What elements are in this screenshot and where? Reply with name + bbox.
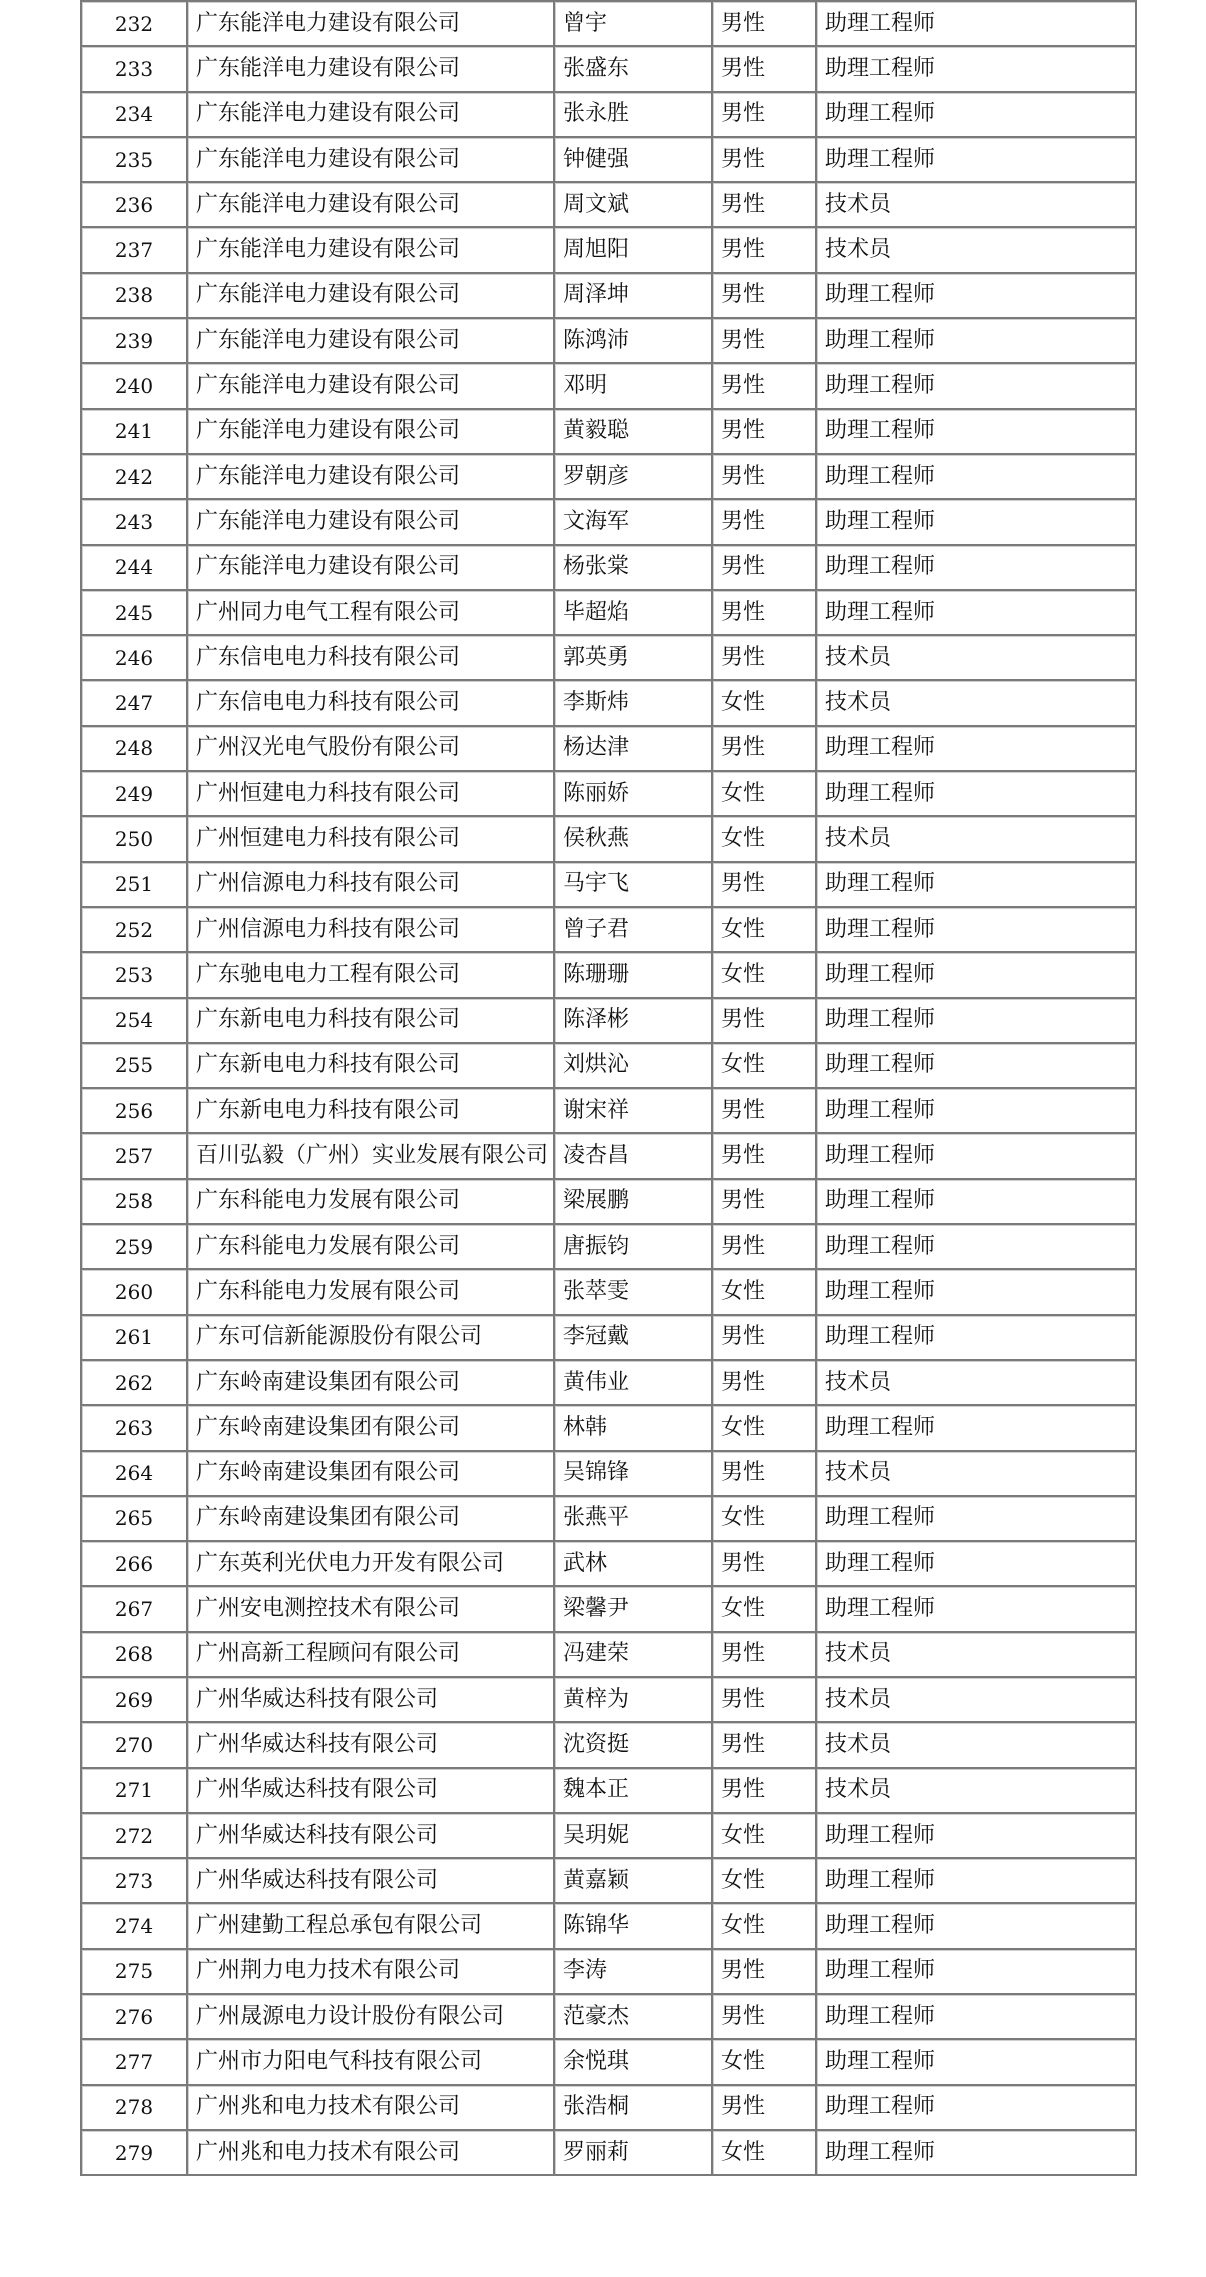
person-name-cell: 罗朝彦 bbox=[555, 453, 713, 498]
gender-cell: 男性 bbox=[713, 1948, 817, 1993]
gender-cell: 男性 bbox=[713, 1993, 817, 2038]
gender-cell: 男性 bbox=[713, 1540, 817, 1585]
table-row bbox=[82, 1902, 1135, 1947]
row-number-cell: 253 bbox=[82, 951, 188, 996]
company-cell: 广州恒建电力科技有限公司 bbox=[188, 815, 555, 860]
table-row bbox=[82, 1042, 1135, 1087]
row-number-cell: 261 bbox=[82, 1314, 188, 1359]
person-name-cell: 梁馨尹 bbox=[555, 1585, 713, 1630]
company-cell: 广州华威达科技有限公司 bbox=[188, 1812, 555, 1857]
gender-cell: 女性 bbox=[713, 951, 817, 996]
job-title-cell: 助理工程师 bbox=[817, 408, 1135, 453]
table-row bbox=[82, 1132, 1135, 1177]
table-row bbox=[82, 1767, 1135, 1812]
person-name-cell: 黄伟业 bbox=[555, 1359, 713, 1404]
company-cell: 广州高新工程顾问有限公司 bbox=[188, 1631, 555, 1676]
job-title-cell: 助理工程师 bbox=[817, 453, 1135, 498]
table-row bbox=[82, 589, 1135, 634]
company-cell: 广州华威达科技有限公司 bbox=[188, 1721, 555, 1766]
gender-cell: 男性 bbox=[713, 408, 817, 453]
gender-cell: 男性 bbox=[713, 272, 817, 317]
person-name-cell: 陈泽彬 bbox=[555, 997, 713, 1042]
gender-cell: 男性 bbox=[713, 589, 817, 634]
gender-cell: 女性 bbox=[713, 1404, 817, 1449]
table-row bbox=[82, 498, 1135, 543]
gender-cell: 男性 bbox=[713, 2084, 817, 2129]
row-number-cell: 262 bbox=[82, 1359, 188, 1404]
job-title-cell: 助理工程师 bbox=[817, 725, 1135, 770]
table-row bbox=[82, 1223, 1135, 1268]
job-title-cell: 助理工程师 bbox=[817, 1223, 1135, 1268]
row-number-cell: 242 bbox=[82, 453, 188, 498]
person-name-cell: 周泽坤 bbox=[555, 272, 713, 317]
row-number-cell: 232 bbox=[82, 0, 188, 45]
job-title-cell: 技术员 bbox=[817, 815, 1135, 860]
table-row bbox=[82, 1495, 1135, 1540]
job-title-cell: 助理工程师 bbox=[817, 1495, 1135, 1540]
table-row bbox=[82, 1540, 1135, 1585]
company-cell: 广东能洋电力建设有限公司 bbox=[188, 544, 555, 589]
person-name-cell: 张燕平 bbox=[555, 1495, 713, 1540]
job-title-cell: 助理工程师 bbox=[817, 1857, 1135, 1902]
job-title-cell: 技术员 bbox=[817, 634, 1135, 679]
gender-cell: 女性 bbox=[713, 2038, 817, 2083]
job-title-cell: 助理工程师 bbox=[817, 906, 1135, 951]
person-name-cell: 沈资挺 bbox=[555, 1721, 713, 1766]
company-cell: 广东岭南建设集团有限公司 bbox=[188, 1495, 555, 1540]
gender-cell: 男性 bbox=[713, 544, 817, 589]
table-row bbox=[82, 544, 1135, 589]
gender-cell: 女性 bbox=[713, 679, 817, 724]
company-cell: 广州晟源电力设计股份有限公司 bbox=[188, 1993, 555, 2038]
person-name-cell: 陈丽娇 bbox=[555, 770, 713, 815]
job-title-cell: 助理工程师 bbox=[817, 997, 1135, 1042]
gender-cell: 男性 bbox=[713, 362, 817, 407]
table-row bbox=[82, 951, 1135, 996]
company-cell: 广州恒建电力科技有限公司 bbox=[188, 770, 555, 815]
row-number-cell: 245 bbox=[82, 589, 188, 634]
gender-cell: 男性 bbox=[713, 1223, 817, 1268]
company-cell: 广州华威达科技有限公司 bbox=[188, 1857, 555, 1902]
person-name-cell: 凌杏昌 bbox=[555, 1132, 713, 1177]
gender-cell: 男性 bbox=[713, 1314, 817, 1359]
job-title-cell: 助理工程师 bbox=[817, 861, 1135, 906]
job-title-cell: 助理工程师 bbox=[817, 1268, 1135, 1313]
gender-cell: 男性 bbox=[713, 725, 817, 770]
table-row bbox=[82, 362, 1135, 407]
row-number-cell: 269 bbox=[82, 1676, 188, 1721]
row-number-cell: 273 bbox=[82, 1857, 188, 1902]
job-title-cell: 技术员 bbox=[817, 1631, 1135, 1676]
table-row bbox=[82, 1631, 1135, 1676]
table-row bbox=[82, 815, 1135, 860]
job-title-cell: 助理工程师 bbox=[817, 272, 1135, 317]
job-title-cell: 助理工程师 bbox=[817, 1087, 1135, 1132]
company-cell: 广东能洋电力建设有限公司 bbox=[188, 181, 555, 226]
gender-cell: 男性 bbox=[713, 1359, 817, 1404]
table-row bbox=[82, 1178, 1135, 1223]
row-number-cell: 270 bbox=[82, 1721, 188, 1766]
person-name-cell: 杨达津 bbox=[555, 725, 713, 770]
job-title-cell: 助理工程师 bbox=[817, 317, 1135, 362]
gender-cell: 男性 bbox=[713, 1676, 817, 1721]
person-name-cell: 毕超焰 bbox=[555, 589, 713, 634]
job-title-cell: 助理工程师 bbox=[817, 1314, 1135, 1359]
company-cell: 百川弘毅（广州）实业发展有限公司 bbox=[188, 1132, 555, 1177]
company-cell: 广东可信新能源股份有限公司 bbox=[188, 1314, 555, 1359]
company-cell: 广东岭南建设集团有限公司 bbox=[188, 1404, 555, 1449]
gender-cell: 男性 bbox=[713, 453, 817, 498]
gender-cell: 女性 bbox=[713, 2129, 817, 2174]
gender-cell: 男性 bbox=[713, 861, 817, 906]
row-number-cell: 272 bbox=[82, 1812, 188, 1857]
row-number-cell: 247 bbox=[82, 679, 188, 724]
person-name-cell: 陈珊珊 bbox=[555, 951, 713, 996]
job-title-cell: 助理工程师 bbox=[817, 1902, 1135, 1947]
person-name-cell: 冯建荣 bbox=[555, 1631, 713, 1676]
company-cell: 广东能洋电力建设有限公司 bbox=[188, 136, 555, 181]
row-number-cell: 238 bbox=[82, 272, 188, 317]
table-row bbox=[82, 1676, 1135, 1721]
job-title-cell: 技术员 bbox=[817, 1450, 1135, 1495]
job-title-cell: 助理工程师 bbox=[817, 589, 1135, 634]
company-cell: 广州华威达科技有限公司 bbox=[188, 1767, 555, 1812]
table-row bbox=[82, 1314, 1135, 1359]
row-number-cell: 251 bbox=[82, 861, 188, 906]
table-row bbox=[82, 770, 1135, 815]
row-number-cell: 258 bbox=[82, 1178, 188, 1223]
job-title-cell: 技术员 bbox=[817, 1767, 1135, 1812]
row-number-cell: 244 bbox=[82, 544, 188, 589]
row-number-cell: 267 bbox=[82, 1585, 188, 1630]
table-row bbox=[82, 997, 1135, 1042]
person-name-cell: 黄梓为 bbox=[555, 1676, 713, 1721]
table-row bbox=[82, 408, 1135, 453]
company-cell: 广东能洋电力建设有限公司 bbox=[188, 0, 555, 45]
gender-cell: 女性 bbox=[713, 1042, 817, 1087]
table-row bbox=[82, 1721, 1135, 1766]
table-row bbox=[82, 906, 1135, 951]
company-cell: 广东新电电力科技有限公司 bbox=[188, 997, 555, 1042]
person-name-cell: 周旭阳 bbox=[555, 226, 713, 271]
row-number-cell: 250 bbox=[82, 815, 188, 860]
row-number-cell: 234 bbox=[82, 91, 188, 136]
job-title-cell: 技术员 bbox=[817, 679, 1135, 724]
job-title-cell: 助理工程师 bbox=[817, 770, 1135, 815]
job-title-cell: 技术员 bbox=[817, 1721, 1135, 1766]
row-number-cell: 257 bbox=[82, 1132, 188, 1177]
company-cell: 广东能洋电力建设有限公司 bbox=[188, 45, 555, 90]
roster-table bbox=[80, 0, 1137, 2176]
job-title-cell: 助理工程师 bbox=[817, 2084, 1135, 2129]
gender-cell: 男性 bbox=[713, 1450, 817, 1495]
person-name-cell: 余悦琪 bbox=[555, 2038, 713, 2083]
company-cell: 广东岭南建设集团有限公司 bbox=[188, 1359, 555, 1404]
job-title-cell: 助理工程师 bbox=[817, 1042, 1135, 1087]
row-number-cell: 249 bbox=[82, 770, 188, 815]
row-number-cell: 248 bbox=[82, 725, 188, 770]
table-row bbox=[82, 2129, 1135, 2174]
gender-cell: 女性 bbox=[713, 815, 817, 860]
job-title-cell: 助理工程师 bbox=[817, 1585, 1135, 1630]
gender-cell: 男性 bbox=[713, 1767, 817, 1812]
company-cell: 广州市力阳电气科技有限公司 bbox=[188, 2038, 555, 2083]
gender-cell: 女性 bbox=[713, 1812, 817, 1857]
table-row bbox=[82, 1993, 1135, 2038]
company-cell: 广东信电电力科技有限公司 bbox=[188, 634, 555, 679]
table-row bbox=[82, 317, 1135, 362]
row-number-cell: 279 bbox=[82, 2129, 188, 2174]
person-name-cell: 陈锦华 bbox=[555, 1902, 713, 1947]
row-number-cell: 274 bbox=[82, 1902, 188, 1947]
person-name-cell: 谢宋祥 bbox=[555, 1087, 713, 1132]
job-title-cell: 技术员 bbox=[817, 1676, 1135, 1721]
gender-cell: 男性 bbox=[713, 226, 817, 271]
table-row bbox=[82, 2084, 1135, 2129]
table-row bbox=[82, 272, 1135, 317]
table-row bbox=[82, 1450, 1135, 1495]
gender-cell: 男性 bbox=[713, 1721, 817, 1766]
gender-cell: 女性 bbox=[713, 1268, 817, 1313]
person-name-cell: 张浩桐 bbox=[555, 2084, 713, 2129]
row-number-cell: 235 bbox=[82, 136, 188, 181]
job-title-cell: 助理工程师 bbox=[817, 1993, 1135, 2038]
gender-cell: 男性 bbox=[713, 1087, 817, 1132]
table-row bbox=[82, 1359, 1135, 1404]
job-title-cell: 助理工程师 bbox=[817, 498, 1135, 543]
company-cell: 广东能洋电力建设有限公司 bbox=[188, 226, 555, 271]
person-name-cell: 李斯炜 bbox=[555, 679, 713, 724]
gender-cell: 男性 bbox=[713, 91, 817, 136]
gender-cell: 女性 bbox=[713, 906, 817, 951]
person-name-cell: 刘烘沁 bbox=[555, 1042, 713, 1087]
person-name-cell: 陈鸿沛 bbox=[555, 317, 713, 362]
company-cell: 广东科能电力发展有限公司 bbox=[188, 1268, 555, 1313]
company-cell: 广东能洋电力建设有限公司 bbox=[188, 453, 555, 498]
row-number-cell: 243 bbox=[82, 498, 188, 543]
company-cell: 广东科能电力发展有限公司 bbox=[188, 1223, 555, 1268]
row-number-cell: 277 bbox=[82, 2038, 188, 2083]
row-number-cell: 278 bbox=[82, 2084, 188, 2129]
row-number-cell: 276 bbox=[82, 1993, 188, 2038]
row-number-cell: 233 bbox=[82, 45, 188, 90]
job-title-cell: 助理工程师 bbox=[817, 136, 1135, 181]
job-title-cell: 技术员 bbox=[817, 181, 1135, 226]
row-number-cell: 254 bbox=[82, 997, 188, 1042]
table-row bbox=[82, 861, 1135, 906]
gender-cell: 女性 bbox=[713, 1902, 817, 1947]
table-row bbox=[82, 226, 1135, 271]
table-row bbox=[82, 1268, 1135, 1313]
person-name-cell: 吴玥妮 bbox=[555, 1812, 713, 1857]
job-title-cell: 助理工程师 bbox=[817, 91, 1135, 136]
person-name-cell: 钟健强 bbox=[555, 136, 713, 181]
gender-cell: 男性 bbox=[713, 997, 817, 1042]
company-cell: 广州兆和电力技术有限公司 bbox=[188, 2084, 555, 2129]
table-row bbox=[82, 1857, 1135, 1902]
company-cell: 广州同力电气工程有限公司 bbox=[188, 589, 555, 634]
row-number-cell: 275 bbox=[82, 1948, 188, 1993]
person-name-cell: 李冠戴 bbox=[555, 1314, 713, 1359]
table-row bbox=[82, 2038, 1135, 2083]
job-title-cell: 助理工程师 bbox=[817, 1178, 1135, 1223]
company-cell: 广州安电测控技术有限公司 bbox=[188, 1585, 555, 1630]
table-row bbox=[82, 45, 1135, 90]
company-cell: 广州兆和电力技术有限公司 bbox=[188, 2129, 555, 2174]
company-cell: 广州信源电力科技有限公司 bbox=[188, 861, 555, 906]
table-row bbox=[82, 725, 1135, 770]
gender-cell: 男性 bbox=[713, 1132, 817, 1177]
job-title-cell: 助理工程师 bbox=[817, 1404, 1135, 1449]
row-number-cell: 237 bbox=[82, 226, 188, 271]
gender-cell: 男性 bbox=[713, 634, 817, 679]
gender-cell: 女性 bbox=[713, 1857, 817, 1902]
row-number-cell: 265 bbox=[82, 1495, 188, 1540]
row-number-cell: 271 bbox=[82, 1767, 188, 1812]
row-number-cell: 266 bbox=[82, 1540, 188, 1585]
company-cell: 广东能洋电力建设有限公司 bbox=[188, 362, 555, 407]
person-name-cell: 邓明 bbox=[555, 362, 713, 407]
person-name-cell: 唐振钧 bbox=[555, 1223, 713, 1268]
person-name-cell: 张永胜 bbox=[555, 91, 713, 136]
person-name-cell: 黄毅聪 bbox=[555, 408, 713, 453]
person-name-cell: 张盛东 bbox=[555, 45, 713, 90]
job-title-cell: 助理工程师 bbox=[817, 362, 1135, 407]
person-name-cell: 周文斌 bbox=[555, 181, 713, 226]
job-title-cell: 助理工程师 bbox=[817, 2129, 1135, 2174]
company-cell: 广州荆力电力技术有限公司 bbox=[188, 1948, 555, 1993]
row-number-cell: 246 bbox=[82, 634, 188, 679]
person-name-cell: 曾子君 bbox=[555, 906, 713, 951]
table-row bbox=[82, 1585, 1135, 1630]
job-title-cell: 助理工程师 bbox=[817, 951, 1135, 996]
row-number-cell: 268 bbox=[82, 1631, 188, 1676]
job-title-cell: 助理工程师 bbox=[817, 45, 1135, 90]
company-cell: 广东科能电力发展有限公司 bbox=[188, 1178, 555, 1223]
person-name-cell: 武林 bbox=[555, 1540, 713, 1585]
table-row bbox=[82, 1404, 1135, 1449]
company-cell: 广东能洋电力建设有限公司 bbox=[188, 498, 555, 543]
job-title-cell: 助理工程师 bbox=[817, 1540, 1135, 1585]
person-name-cell: 郭英勇 bbox=[555, 634, 713, 679]
company-cell: 广州汉光电气股份有限公司 bbox=[188, 725, 555, 770]
table-row bbox=[82, 181, 1135, 226]
row-number-cell: 240 bbox=[82, 362, 188, 407]
job-title-cell: 技术员 bbox=[817, 1359, 1135, 1404]
person-name-cell: 梁展鹏 bbox=[555, 1178, 713, 1223]
company-cell: 广州华威达科技有限公司 bbox=[188, 1676, 555, 1721]
table-row bbox=[82, 1812, 1135, 1857]
gender-cell: 男性 bbox=[713, 136, 817, 181]
gender-cell: 男性 bbox=[713, 181, 817, 226]
company-cell: 广州建勤工程总承包有限公司 bbox=[188, 1902, 555, 1947]
gender-cell: 女性 bbox=[713, 770, 817, 815]
table-row bbox=[82, 0, 1135, 45]
row-number-cell: 264 bbox=[82, 1450, 188, 1495]
company-cell: 广东英利光伏电力开发有限公司 bbox=[188, 1540, 555, 1585]
row-number-cell: 259 bbox=[82, 1223, 188, 1268]
table-row bbox=[82, 1087, 1135, 1132]
company-cell: 广东能洋电力建设有限公司 bbox=[188, 317, 555, 362]
table-row bbox=[82, 679, 1135, 724]
row-number-cell: 241 bbox=[82, 408, 188, 453]
table-row bbox=[82, 91, 1135, 136]
person-name-cell: 魏本正 bbox=[555, 1767, 713, 1812]
company-cell: 广东岭南建设集团有限公司 bbox=[188, 1450, 555, 1495]
job-title-cell: 助理工程师 bbox=[817, 2038, 1135, 2083]
row-number-cell: 260 bbox=[82, 1268, 188, 1313]
job-title-cell: 助理工程师 bbox=[817, 544, 1135, 589]
person-name-cell: 张萃雯 bbox=[555, 1268, 713, 1313]
person-name-cell: 黄嘉颖 bbox=[555, 1857, 713, 1902]
table-row bbox=[82, 136, 1135, 181]
person-name-cell: 范豪杰 bbox=[555, 1993, 713, 2038]
company-cell: 广东能洋电力建设有限公司 bbox=[188, 272, 555, 317]
table-row bbox=[82, 453, 1135, 498]
person-name-cell: 马宇飞 bbox=[555, 861, 713, 906]
row-number-cell: 263 bbox=[82, 1404, 188, 1449]
job-title-cell: 技术员 bbox=[817, 226, 1135, 271]
row-number-cell: 256 bbox=[82, 1087, 188, 1132]
table-row bbox=[82, 1948, 1135, 1993]
gender-cell: 女性 bbox=[713, 1585, 817, 1630]
person-name-cell: 林韩 bbox=[555, 1404, 713, 1449]
row-number-cell: 252 bbox=[82, 906, 188, 951]
gender-cell: 男性 bbox=[713, 0, 817, 45]
company-cell: 广东能洋电力建设有限公司 bbox=[188, 91, 555, 136]
job-title-cell: 助理工程师 bbox=[817, 0, 1135, 45]
table-row bbox=[82, 634, 1135, 679]
gender-cell: 男性 bbox=[713, 1631, 817, 1676]
company-cell: 广东新电电力科技有限公司 bbox=[188, 1042, 555, 1087]
company-cell: 广东驰电电力工程有限公司 bbox=[188, 951, 555, 996]
job-title-cell: 助理工程师 bbox=[817, 1812, 1135, 1857]
person-name-cell: 曾宇 bbox=[555, 0, 713, 45]
roster-table-body bbox=[82, 0, 1135, 2174]
gender-cell: 男性 bbox=[713, 45, 817, 90]
row-number-cell: 239 bbox=[82, 317, 188, 362]
person-name-cell: 李涛 bbox=[555, 1948, 713, 1993]
person-name-cell: 杨张棠 bbox=[555, 544, 713, 589]
gender-cell: 男性 bbox=[713, 498, 817, 543]
job-title-cell: 助理工程师 bbox=[817, 1948, 1135, 1993]
person-name-cell: 罗丽莉 bbox=[555, 2129, 713, 2174]
job-title-cell: 助理工程师 bbox=[817, 1132, 1135, 1177]
company-cell: 广东新电电力科技有限公司 bbox=[188, 1087, 555, 1132]
gender-cell: 男性 bbox=[713, 1178, 817, 1223]
row-number-cell: 255 bbox=[82, 1042, 188, 1087]
gender-cell: 女性 bbox=[713, 1495, 817, 1540]
row-number-cell: 236 bbox=[82, 181, 188, 226]
company-cell: 广州信源电力科技有限公司 bbox=[188, 906, 555, 951]
gender-cell: 男性 bbox=[713, 317, 817, 362]
company-cell: 广东信电电力科技有限公司 bbox=[188, 679, 555, 724]
person-name-cell: 侯秋燕 bbox=[555, 815, 713, 860]
person-name-cell: 吴锦锋 bbox=[555, 1450, 713, 1495]
roster-table-container bbox=[80, 0, 1133, 2176]
company-cell: 广东能洋电力建设有限公司 bbox=[188, 408, 555, 453]
person-name-cell: 文海军 bbox=[555, 498, 713, 543]
